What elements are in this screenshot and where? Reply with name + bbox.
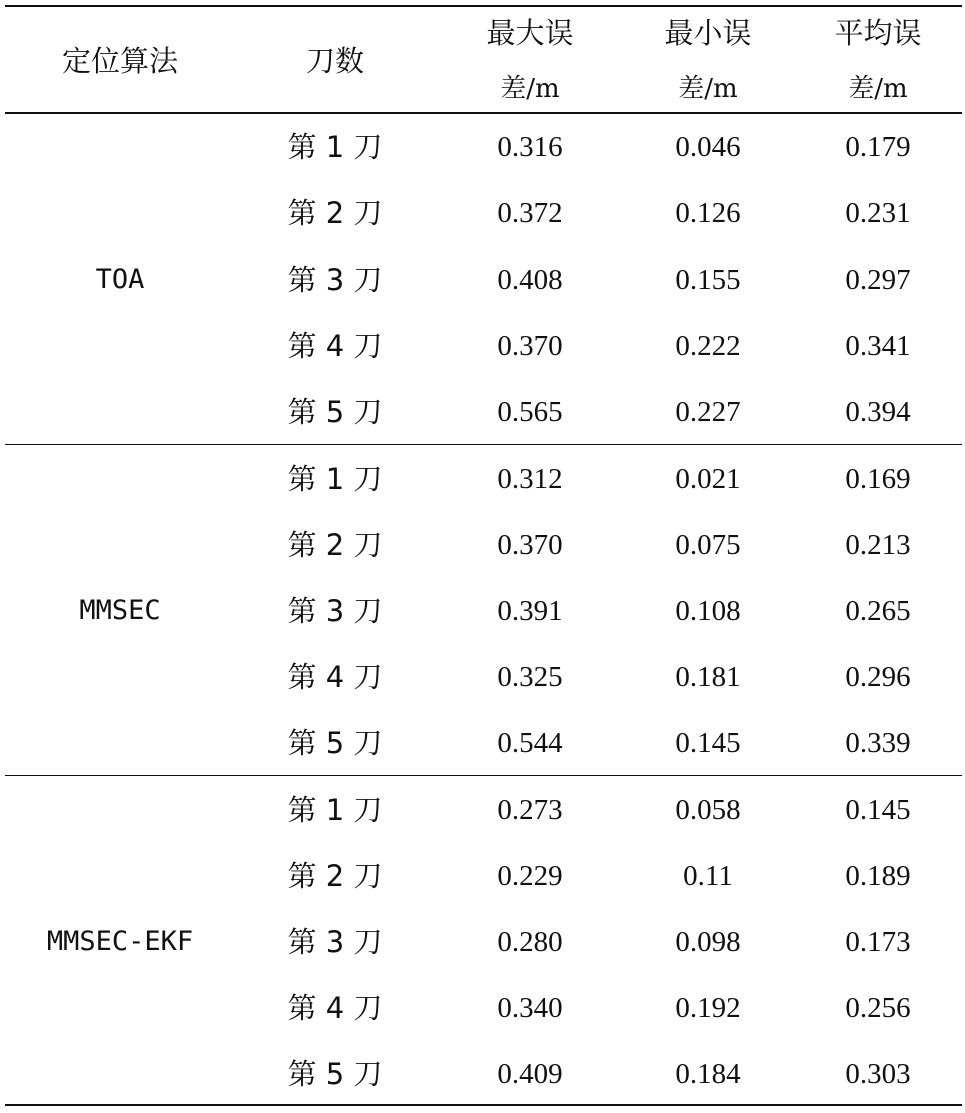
header-max-error-line1: 最大误 — [486, 16, 574, 50]
min-error-cell: 0.184 — [675, 1058, 741, 1090]
max-error-cell: 0.229 — [497, 860, 563, 892]
min-error-cell: 0.046 — [675, 131, 741, 163]
mean-error-cell: 0.297 — [845, 264, 911, 296]
min-error-cell: 0.192 — [675, 992, 741, 1024]
header-mean-error-line1: 平均误 — [834, 16, 922, 50]
knife-cell: 第 1 刀 — [287, 462, 383, 496]
max-error-cell: 0.544 — [497, 727, 563, 759]
mean-error-cell: 0.173 — [845, 926, 911, 958]
min-error-cell: 0.021 — [675, 463, 741, 495]
table-top-rule — [5, 5, 962, 7]
mean-error-cell: 0.231 — [845, 197, 911, 229]
knife-cell: 第 1 刀 — [287, 130, 383, 164]
max-error-cell: 0.312 — [497, 463, 563, 495]
group-algorithm-toa: TOA — [95, 264, 145, 295]
group-divider — [5, 775, 962, 776]
max-error-cell: 0.325 — [497, 661, 563, 693]
max-error-cell: 0.391 — [497, 595, 563, 627]
knife-cell: 第 4 刀 — [287, 660, 383, 694]
min-error-cell: 0.11 — [683, 860, 733, 892]
knife-cell: 第 4 刀 — [287, 329, 383, 363]
knife-cell: 第 3 刀 — [287, 925, 383, 959]
header-max-error-line2: 差/m — [500, 74, 560, 104]
min-error-cell: 0.098 — [675, 926, 741, 958]
min-error-cell: 0.108 — [675, 595, 741, 627]
max-error-cell: 0.280 — [497, 926, 563, 958]
mean-error-cell: 0.296 — [845, 661, 911, 693]
min-error-cell: 0.222 — [675, 330, 741, 362]
mean-error-cell: 0.303 — [845, 1058, 911, 1090]
mean-error-cell: 0.394 — [845, 396, 911, 428]
group-algorithm-mmsec: MMSEC — [79, 595, 161, 626]
knife-cell: 第 5 刀 — [287, 726, 383, 760]
header-min-error-line1: 最小误 — [664, 16, 752, 50]
mean-error-cell: 0.179 — [845, 131, 911, 163]
knife-cell: 第 5 刀 — [287, 395, 383, 429]
knife-cell: 第 4 刀 — [287, 991, 383, 1025]
header-knife: 刀数 — [305, 44, 364, 78]
mean-error-cell: 0.339 — [845, 727, 911, 759]
knife-cell: 第 2 刀 — [287, 859, 383, 893]
max-error-cell: 0.409 — [497, 1058, 563, 1090]
max-error-cell: 0.565 — [497, 396, 563, 428]
mean-error-cell: 0.145 — [845, 794, 911, 826]
min-error-cell: 0.126 — [675, 197, 741, 229]
mean-error-cell: 0.169 — [845, 463, 911, 495]
mean-error-cell: 0.189 — [845, 860, 911, 892]
knife-cell: 第 3 刀 — [287, 263, 383, 297]
header-algorithm: 定位算法 — [61, 44, 178, 78]
knife-cell: 第 1 刀 — [287, 793, 383, 827]
mean-error-cell: 0.265 — [845, 595, 911, 627]
group-divider — [5, 444, 962, 445]
group-algorithm-mmsec-ekf: MMSEC-EKF — [46, 926, 194, 957]
max-error-cell: 0.370 — [497, 330, 563, 362]
max-error-cell: 0.273 — [497, 794, 563, 826]
mean-error-cell: 0.256 — [845, 992, 911, 1024]
min-error-cell: 0.227 — [675, 396, 741, 428]
header-rule — [5, 112, 962, 114]
knife-cell: 第 3 刀 — [287, 594, 383, 628]
min-error-cell: 0.181 — [675, 661, 741, 693]
header-mean-error-line2: 差/m — [848, 74, 908, 104]
max-error-cell: 0.340 — [497, 992, 563, 1024]
knife-cell: 第 2 刀 — [287, 196, 383, 230]
mean-error-cell: 0.341 — [845, 330, 911, 362]
max-error-cell: 0.316 — [497, 131, 563, 163]
max-error-cell: 0.370 — [497, 529, 563, 561]
min-error-cell: 0.075 — [675, 529, 741, 561]
max-error-cell: 0.408 — [497, 264, 563, 296]
min-error-cell: 0.058 — [675, 794, 741, 826]
header-min-error-line2: 差/m — [678, 74, 738, 104]
min-error-cell: 0.145 — [675, 727, 741, 759]
max-error-cell: 0.372 — [497, 197, 563, 229]
mean-error-cell: 0.213 — [845, 529, 911, 561]
knife-cell: 第 2 刀 — [287, 528, 383, 562]
knife-cell: 第 5 刀 — [287, 1057, 383, 1091]
table-bottom-rule — [5, 1104, 962, 1106]
min-error-cell: 0.155 — [675, 264, 741, 296]
